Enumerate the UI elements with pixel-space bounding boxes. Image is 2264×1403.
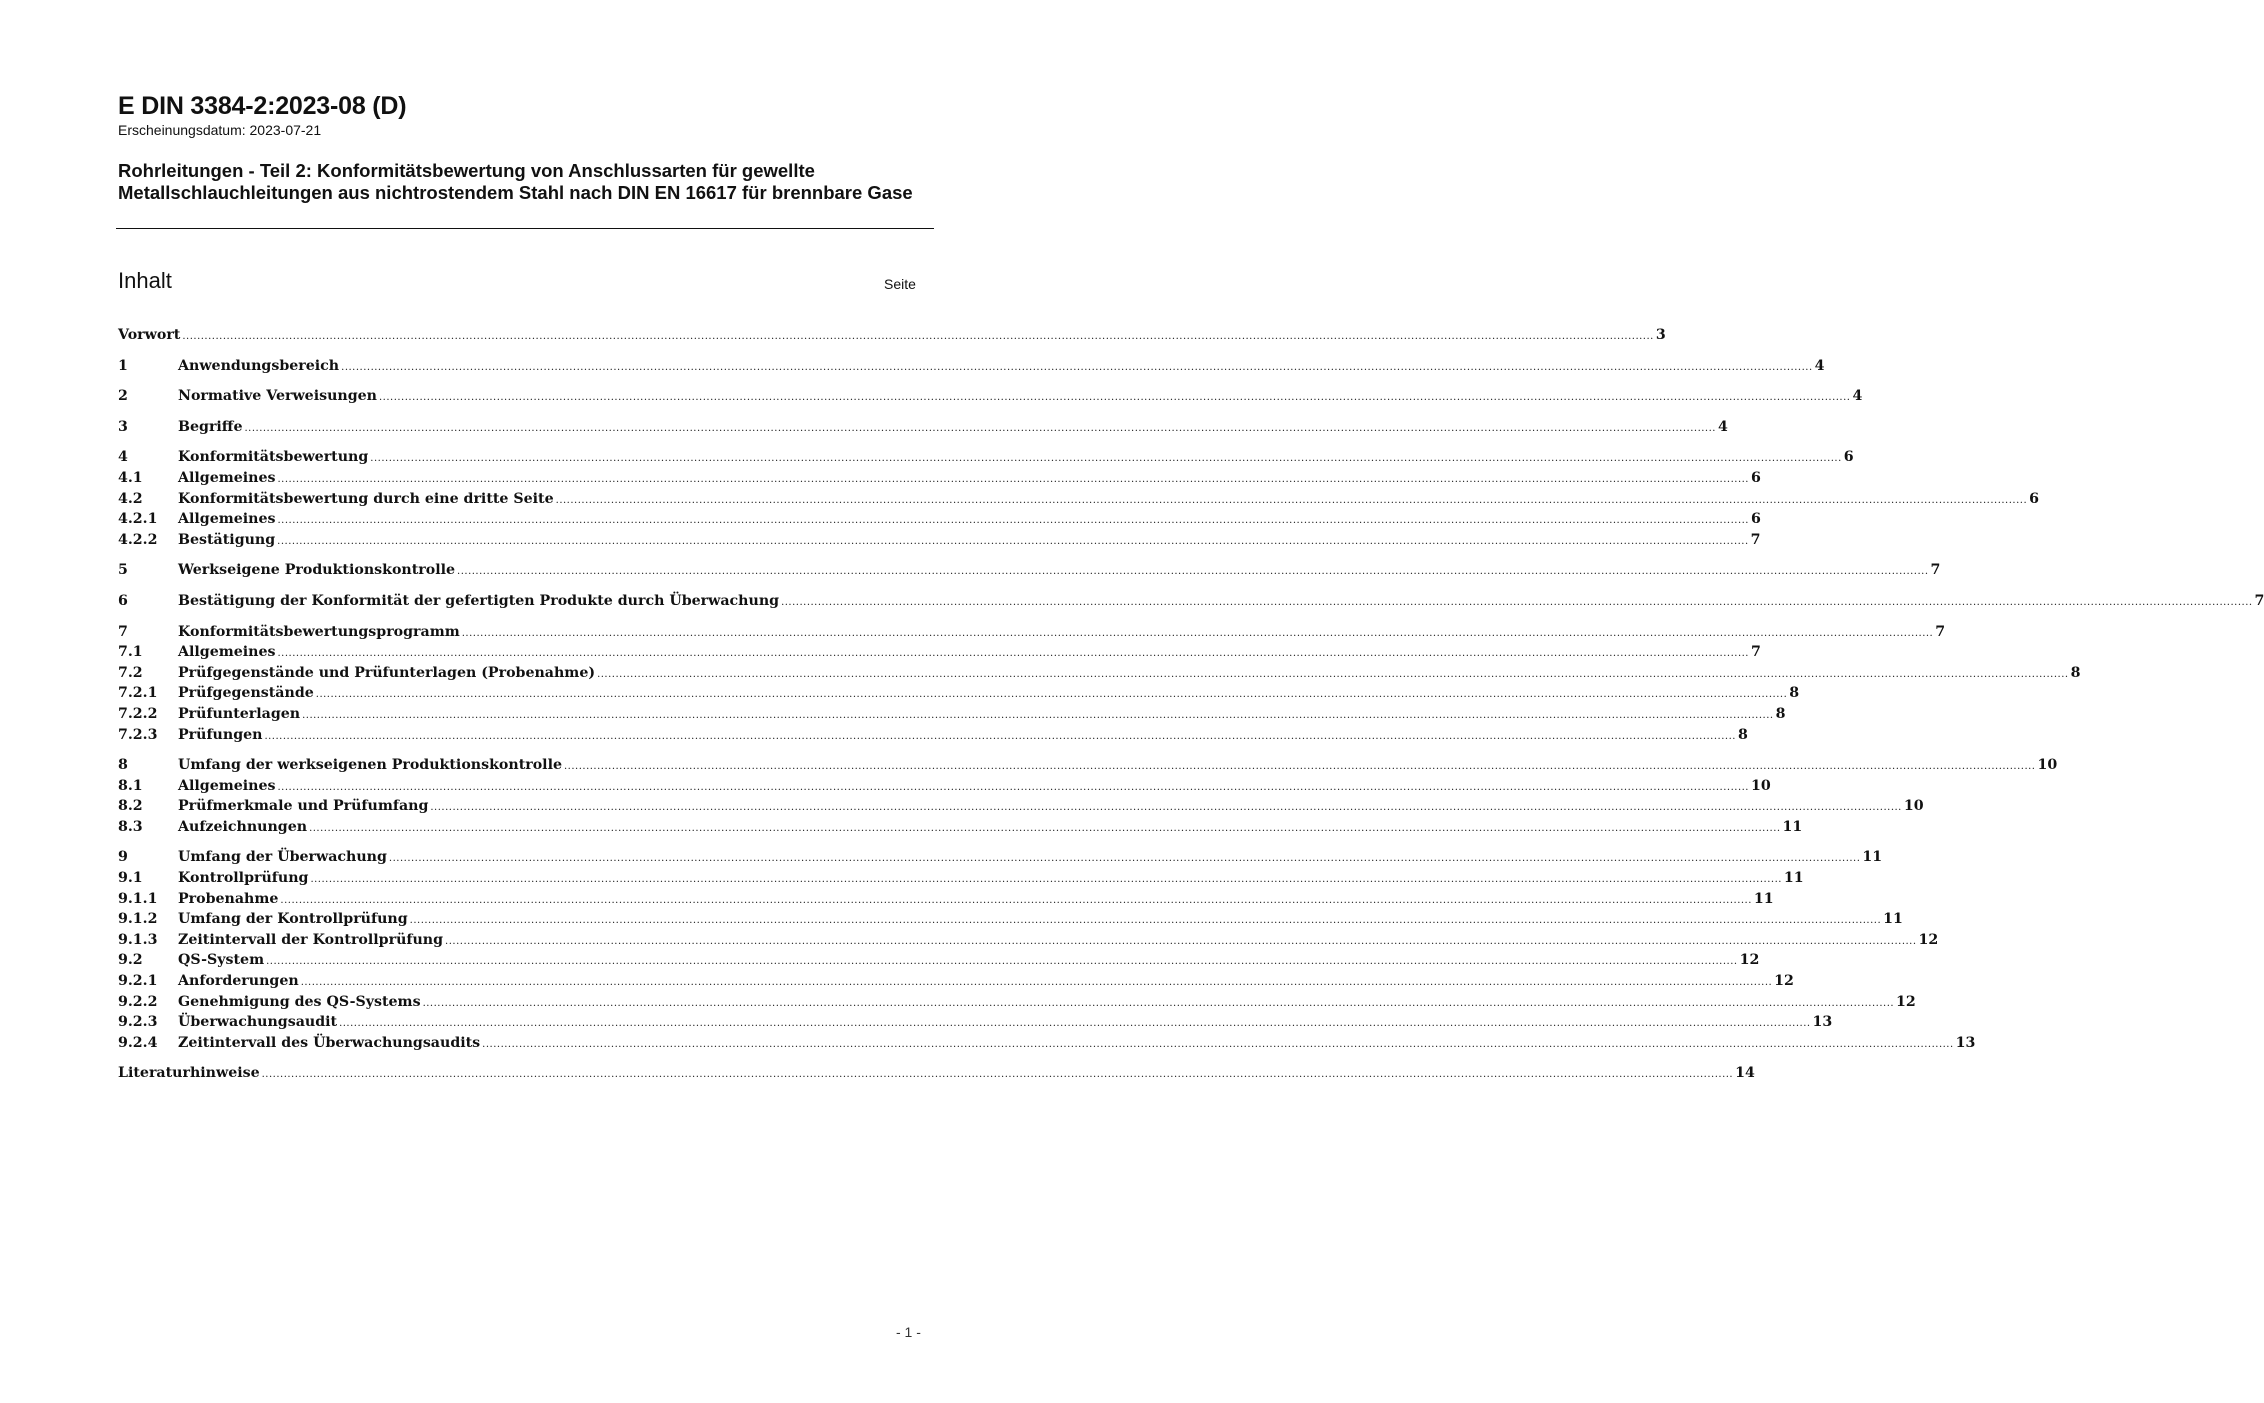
toc-entry-page: 12	[1918, 931, 1939, 948]
toc-entry-number: 7	[118, 623, 128, 640]
toc-entry-number: 4.2.1	[118, 511, 158, 528]
toc-leader-dots: ................................................................................................................................................................................................................................................................................................................................................................................................................	[564, 761, 2036, 773]
toc-entry-page: 6	[1843, 449, 1854, 466]
toc-entry-page: 11	[1783, 870, 1804, 887]
document-title: E DIN 3384-2:2023-08 (D)	[118, 92, 407, 120]
toc-leader-dots: ................................................................................................................................................................................................................................................................................................................................................................................................................	[302, 709, 1774, 721]
toc-entry-number: 1	[118, 357, 128, 374]
toc-entry[interactable]	[118, 755, 2058, 776]
toc-entry-title: Normative Verweisungen	[178, 388, 377, 405]
toc-entry-page: 11	[1782, 818, 1803, 835]
toc-entry-title: Zeitintervall des Überwachungsaudits	[178, 1034, 481, 1051]
toc-entry[interactable]	[118, 930, 1939, 951]
toc-entry[interactable]	[118, 889, 1774, 910]
toc-entry[interactable]	[118, 447, 1854, 468]
toc-entry-title: Aufzeichnungen	[178, 818, 308, 835]
toc-entry-title: Prüfmerkmale und Prüfumfang	[178, 798, 429, 815]
toc-entry-number: 9	[118, 849, 128, 866]
toc-leader-dots: ................................................................................................................................................................................................................................................................................................................................................................................................................	[244, 422, 1716, 434]
toc-leader-dots: ................................................................................................................................................................................................................................................................................................................................................................................................................	[261, 1069, 1734, 1081]
toc-leader-dots: ................................................................................................................................................................................................................................................................................................................................................................................................................	[457, 566, 1929, 578]
toc-entry-title: Prüfungen	[178, 726, 263, 743]
toc-entry-page: 8	[1737, 726, 1748, 743]
toc-entry[interactable]	[118, 417, 1728, 438]
toc-entry-number: 9.1.1	[118, 890, 158, 907]
toc-leader-dots: ................................................................................................................................................................................................................................................................................................................................................................................................................	[277, 535, 1749, 547]
toc-entry-number: 3	[118, 418, 128, 435]
toc-leader-dots: ................................................................................................................................................................................................................................................................................................................................................................................................................	[388, 853, 1861, 865]
toc-entry-title: Konformitätsbewertung	[178, 449, 369, 466]
toc-leader-dots: ................................................................................................................................................................................................................................................................................................................................................................................................................	[277, 473, 1749, 485]
toc-entry-number: 5	[118, 562, 128, 579]
toc-entry-title: Umfang der Überwachung	[178, 849, 387, 866]
toc-entry-title: Anforderungen	[178, 973, 299, 990]
toc-entry[interactable]	[118, 386, 1863, 407]
toc-leader-dots: ................................................................................................................................................................................................................................................................................................................................................................................................................	[370, 453, 1842, 465]
toc-entry-number: 4.2.2	[118, 531, 158, 548]
toc-entry-title: Prüfunterlagen	[178, 705, 301, 722]
toc-entry-title: Literaturhinweise	[118, 1065, 260, 1082]
toc-entry-number: 4.2	[118, 490, 143, 507]
toc-entry-number: 7.2.3	[118, 726, 158, 743]
toc-leader-dots: ................................................................................................................................................................................................................................................................................................................................................................................................................	[310, 874, 1782, 886]
toc-leader-dots: ................................................................................................................................................................................................................................................................................................................................................................................................................	[378, 392, 1851, 404]
toc-entry-page: 8	[1789, 685, 1800, 702]
title-divider	[116, 228, 934, 229]
toc-entry-number: 9.2.1	[118, 973, 158, 990]
toc-entry-page: 11	[1883, 911, 1903, 928]
toc-entry[interactable]	[118, 489, 2039, 510]
toc-entry[interactable]	[118, 683, 1800, 704]
page-number: - 1 -	[896, 1324, 921, 1340]
toc-entry-title: QS-System	[178, 952, 265, 969]
toc-entry-number: 8.3	[118, 818, 143, 835]
toc-entry-title: Prüfgegenstände	[178, 685, 314, 702]
toc-entry-title: Kontrollprüfung	[178, 870, 309, 887]
toc-entry-title: Allgemeines	[178, 644, 276, 661]
toc-entry-number: 7.2	[118, 664, 143, 681]
toc-entry[interactable]	[118, 1012, 1833, 1033]
toc-entry-number: 7.1	[118, 644, 143, 661]
toc-entry-page: 11	[1862, 849, 1883, 866]
toc-entry[interactable]	[118, 796, 1924, 817]
toc-entry[interactable]	[118, 992, 1916, 1013]
toc-entry-page: 10	[1903, 798, 1924, 815]
toc-entry-page: 7	[2254, 592, 2264, 609]
toc-entry-page: 11	[1753, 890, 1774, 907]
toc-entry-title: Umfang der Kontrollprüfung	[178, 911, 408, 928]
toc-leader-dots: ................................................................................................................................................................................................................................................................................................................................................................................................................	[266, 956, 1738, 968]
toc-entry-title: Bestätigung	[178, 531, 276, 548]
toc-entry-number: 9.2	[118, 952, 143, 969]
toc-leader-dots: ................................................................................................................................................................................................................................................................................................................................................................................................................	[309, 822, 1781, 834]
toc-entry[interactable]	[118, 950, 1760, 971]
toc-entry-page: 7	[1935, 623, 1946, 640]
toc-entry[interactable]	[118, 468, 1761, 489]
toc-entry-page: 14	[1735, 1065, 1755, 1082]
toc-entry-number: 4.1	[118, 469, 143, 486]
toc-entry-page: 4	[1814, 357, 1825, 374]
toc-entry[interactable]	[118, 909, 1903, 930]
toc-entry-title: Bestätigung der Konformität der gefertigten Produkte durch Überwachung	[178, 592, 780, 609]
toc-entry[interactable]	[118, 642, 1761, 663]
toc-leader-dots: ................................................................................................................................................................................................................................................................................................................................................................................................................	[277, 515, 1749, 527]
toc-leader-dots: ................................................................................................................................................................................................................................................................................................................................................................................................................	[597, 668, 2069, 680]
toc-entry-page: 6	[1750, 511, 1761, 528]
toc-entry-page: 3	[1655, 327, 1666, 343]
toc-entry-page: 4	[1852, 388, 1863, 405]
toc-entry[interactable]	[118, 704, 1786, 725]
toc-leader-dots: ................................................................................................................................................................................................................................................................................................................................................................................................................	[555, 494, 2028, 506]
toc-entry-title: Prüfgegenstände und Prüfunterlagen (Probenahme)	[178, 664, 596, 681]
toc-entry-page: 7	[1930, 562, 1941, 579]
toc-entry-page: 4	[1717, 418, 1728, 435]
toc-entry-number: 9.2.3	[118, 1014, 158, 1031]
toc-entry-page: 8	[1775, 705, 1786, 722]
toc-leader-dots: ................................................................................................................................................................................................................................................................................................................................................................................................................	[422, 997, 1895, 1009]
toc-entry-title: Allgemeines	[178, 469, 276, 486]
toc-entry-number: 8	[118, 757, 128, 774]
toc-entry-page: 13	[1955, 1034, 1976, 1051]
toc-leader-dots: ................................................................................................................................................................................................................................................................................................................................................................................................................	[781, 596, 2253, 608]
toc-entry-title: Allgemeines	[178, 777, 276, 794]
toc-entry-page: 12	[1739, 952, 1760, 969]
toc-entry-number: 8.2	[118, 798, 143, 815]
toc-leader-dots: ................................................................................................................................................................................................................................................................................................................................................................................................................	[409, 915, 1882, 927]
toc-leader-dots: ................................................................................................................................................................................................................................................................................................................................................................................................................	[277, 648, 1749, 660]
document-subtitle: Rohrleitungen - Teil 2: Konformitätsbewertung von Anschlussarten für gewellte Metallschlauchleitungen aus nichtrostendem Stahl nach DIN EN 16617 für brennbare Gase	[118, 160, 913, 203]
toc-entry[interactable]	[118, 1063, 1755, 1084]
toc-entry-number: 8.1	[118, 777, 143, 794]
toc-entry-page: 13	[1812, 1014, 1833, 1031]
toc-entry-title: Überwachungsaudit	[178, 1014, 338, 1031]
toc-leader-dots: ................................................................................................................................................................................................................................................................................................................................................................................................................	[264, 730, 1736, 742]
toc-entry-number: 6	[118, 592, 128, 609]
toc-leader-dots: ................................................................................................................................................................................................................................................................................................................................................................................................................	[315, 689, 1788, 701]
toc-entry[interactable]	[118, 776, 1771, 797]
toc-entry[interactable]	[118, 663, 2081, 684]
toc-leader-dots: ................................................................................................................................................................................................................................................................................................................................................................................................................	[482, 1038, 1954, 1050]
toc-leader-dots: ................................................................................................................................................................................................................................................................................................................................................................................................................	[445, 935, 1917, 947]
toc-entry[interactable]	[118, 560, 1941, 581]
toc-entry-title: Zeitintervall der Kontrollprüfung	[178, 931, 444, 948]
toc-leader-dots: ................................................................................................................................................................................................................................................................................................................................................................................................................	[461, 627, 1934, 639]
toc-entry-page: 7	[1750, 644, 1761, 661]
toc-entry-title: Anwendungsbereich	[178, 357, 340, 374]
table-of-contents	[118, 325, 2264, 1084]
toc-entry[interactable]	[118, 356, 1825, 377]
toc-entry-title: Probenahme	[178, 890, 279, 907]
toc-entry-title: Umfang der werkseigenen Produktionskontrolle	[178, 757, 562, 774]
toc-leader-dots: ................................................................................................................................................................................................................................................................................................................................................................................................................	[300, 977, 1773, 989]
toc-entry-page: 10	[1750, 777, 1771, 794]
toc-entry-number: 4	[118, 449, 128, 466]
toc-entry-page: 6	[1750, 469, 1761, 486]
toc-leader-dots: ................................................................................................................................................................................................................................................................................................................................................................................................................	[182, 331, 1654, 342]
toc-entry-page: 10	[2037, 757, 2058, 774]
toc-entry-title: Konformitätsbewertungsprogramm	[178, 623, 460, 640]
toc-entry-title: Vorwort	[118, 327, 181, 343]
toc-leader-dots: ................................................................................................................................................................................................................................................................................................................................................................................................................	[277, 781, 1749, 793]
toc-entry-number: 9.2.4	[118, 1034, 158, 1051]
toc-entry-title: Konformitätsbewertung durch eine dritte Seite	[178, 490, 554, 507]
toc-entry[interactable]	[118, 591, 2264, 612]
toc-entry-number: 9.1.2	[118, 911, 158, 928]
toc-heading: Inhalt	[118, 268, 172, 293]
toc-entry-number: 7.2.2	[118, 705, 158, 722]
toc-leader-dots: ................................................................................................................................................................................................................................................................................................................................................................................................................	[339, 1018, 1811, 1030]
publication-date: Erscheinungsdatum: 2023-07-21	[118, 122, 322, 138]
toc-entry-number: 2	[118, 388, 128, 405]
toc-entry-number: 9.1	[118, 870, 143, 887]
toc-entry-page: 12	[1896, 993, 1916, 1010]
toc-entry-number: 7.2.1	[118, 685, 158, 702]
toc-entry-page: 12	[1774, 973, 1794, 990]
toc-entry-page: 8	[2070, 664, 2081, 681]
toc-entry-title: Werkseigene Produktionskontrolle	[178, 562, 456, 579]
page-column-label: Seite	[884, 276, 916, 292]
toc-leader-dots: ................................................................................................................................................................................................................................................................................................................................................................................................................	[341, 361, 1813, 373]
toc-entry-page: 6	[2029, 490, 2039, 507]
toc-entry[interactable]	[118, 725, 1748, 746]
toc-entry[interactable]	[118, 530, 1761, 551]
toc-entry[interactable]	[118, 971, 1794, 992]
toc-entry[interactable]	[118, 1033, 1976, 1054]
toc-leader-dots: ................................................................................................................................................................................................................................................................................................................................................................................................................	[430, 802, 1902, 814]
toc-entry[interactable]	[118, 509, 1761, 530]
toc-entry-title: Begriffe	[178, 418, 243, 435]
toc-entry-number: 9.1.3	[118, 931, 158, 948]
toc-entry[interactable]	[118, 325, 1666, 346]
toc-entry[interactable]	[118, 868, 1804, 889]
toc-entry-number: 9.2.2	[118, 993, 158, 1010]
toc-entry[interactable]	[118, 817, 1803, 838]
toc-entry[interactable]	[118, 622, 1946, 643]
toc-entry-title: Allgemeines	[178, 511, 276, 528]
toc-entry-page: 7	[1750, 531, 1761, 548]
toc-entry-title: Genehmigung des QS-Systems	[178, 993, 421, 1010]
toc-leader-dots: ................................................................................................................................................................................................................................................................................................................................................................................................................	[280, 894, 1752, 906]
toc-entry[interactable]	[118, 847, 1883, 868]
